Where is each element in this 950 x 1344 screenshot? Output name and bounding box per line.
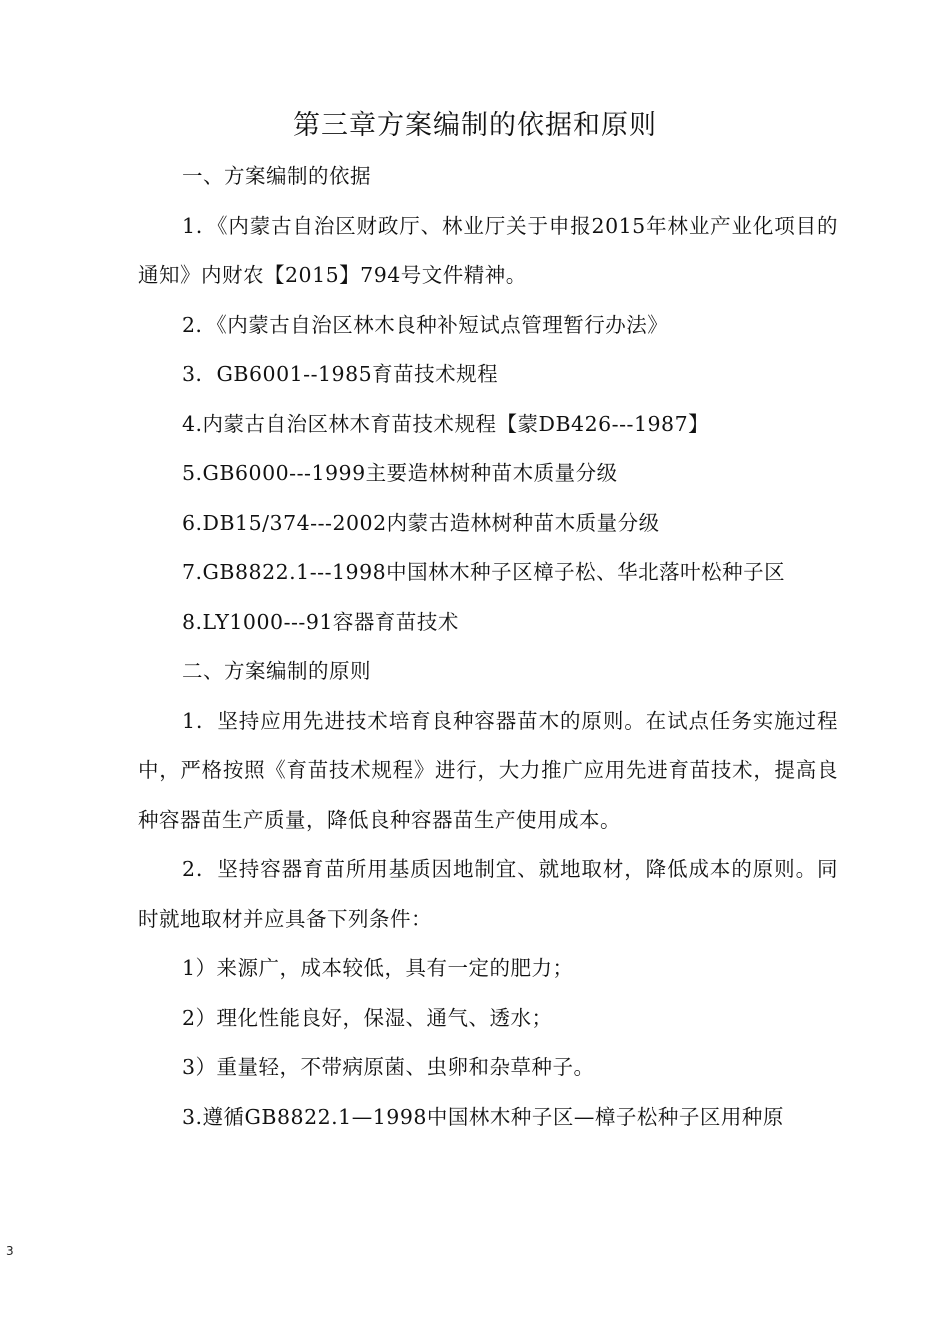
basis-item-4: 4.内蒙古自治区林木育苗技术规程【蒙DB426---1987】 <box>182 411 710 436</box>
document-body <box>138 152 838 1142</box>
basis-item-2: 2．《内蒙古自治区林木良种补短试点管理暂行办法》 <box>182 312 669 337</box>
condition-item-1: 1）来源广，成本较低，具有一定的肥力； <box>182 956 574 980</box>
principle-item-1: 1．坚持应用先进技术培育良种容器苗木的原则。在试点任务实施过程中，严格按照《育苗技术规程》进行，大力推广应用先进育苗技术，提高良种容器苗生产质量，降低良种容器苗生产使用成本。 <box>138 708 838 832</box>
principle-item-2: 2．坚持容器育苗所用基质因地制宜、就地取材，降低成本的原则。同时就地取材并应具备下列条件： <box>138 857 838 931</box>
basis-item-6: 6.DB15/374---2002内蒙古造林树种苗木质量分级 <box>182 510 660 535</box>
chapter-title: 第三章方案编制的依据和原则 <box>293 110 657 141</box>
basis-item-5: 5.GB6000---1999主要造林树种苗木质量分级 <box>182 461 618 485</box>
basis-item-8: 8.LY1000---91容器育苗技术 <box>182 609 459 634</box>
section-heading-basis: 一、方案编制的依据 <box>182 164 371 188</box>
section-heading-principles: 二、方案编制的原则 <box>182 659 371 683</box>
page-number: 3 <box>6 1244 14 1258</box>
basis-item-3: 3．GB6001--1985育苗技术规程 <box>182 362 499 386</box>
condition-item-3: 3）重量轻，不带病原菌、虫卵和杂草种子。 <box>182 1055 595 1079</box>
principle-item-3: 3.遵循GB8822.1—1998中国林木种子区—樟子松种子区用种原 <box>182 1104 784 1129</box>
basis-item-7: 7.GB8822.1---1998中国林木种子区樟子松、华北落叶松种子区 <box>182 560 786 584</box>
basis-item-1: 1．《内蒙古自治区财政厅、林业厅关于申报2015年林业产业化项目的通知》内财农【2015】794号文件精神。 <box>138 213 838 287</box>
condition-item-2: 2）理化性能良好，保湿、通气、透水； <box>182 1005 553 1030</box>
